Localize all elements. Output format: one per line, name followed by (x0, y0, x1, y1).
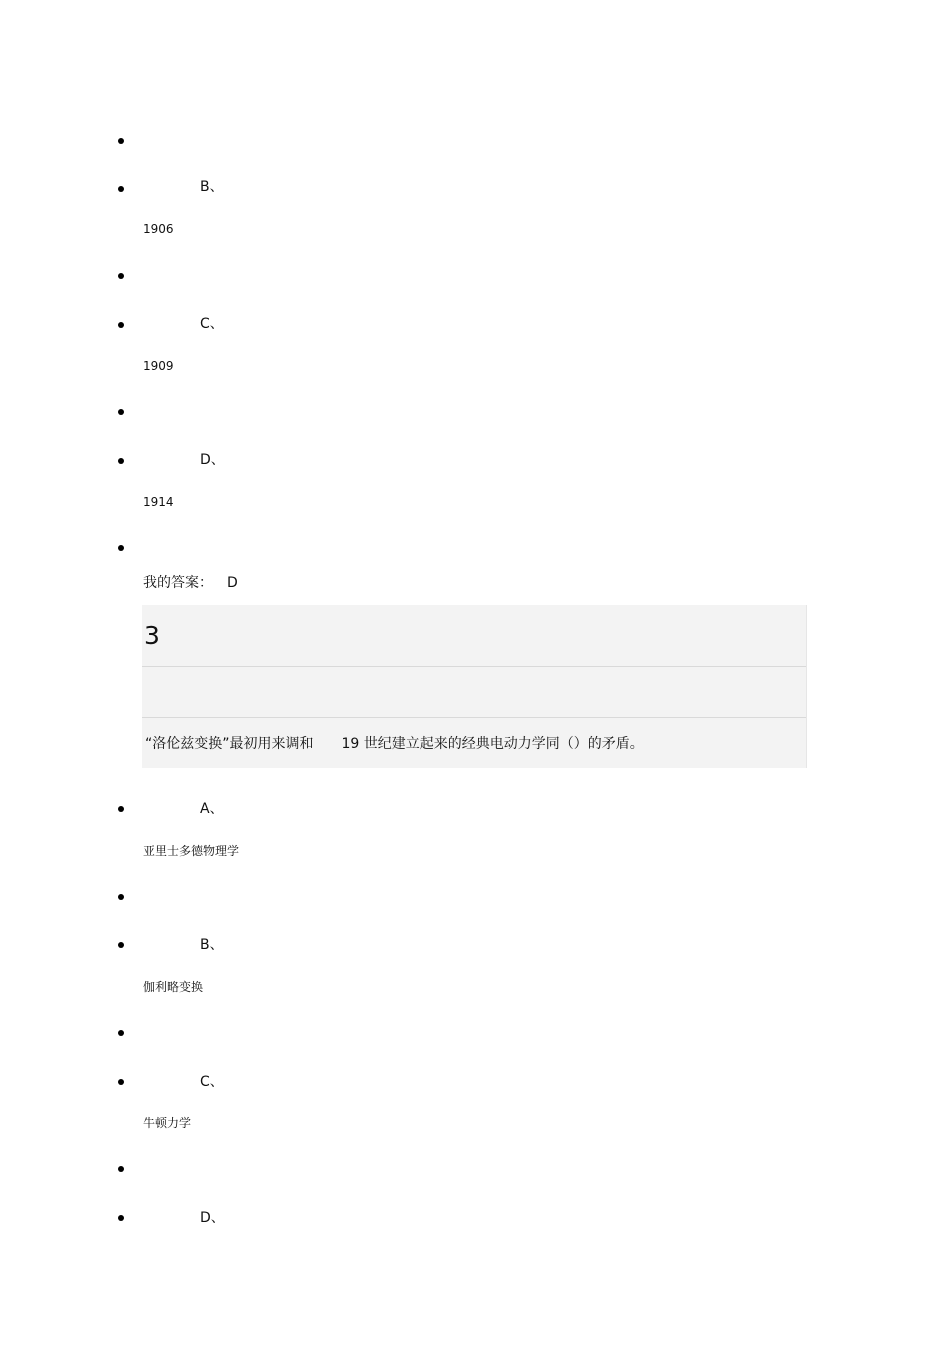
list-bullet (118, 322, 124, 328)
list-bullet (118, 273, 124, 279)
list-bullet (118, 545, 124, 551)
option-b-value: 1906 (143, 222, 174, 236)
option-a-value: 亚里士多德物理学 (143, 844, 240, 858)
my-answer-value: D (227, 575, 238, 591)
question-number-row (142, 605, 806, 667)
option-a-letter[interactable]: A、 (200, 801, 224, 817)
question-box (142, 605, 807, 768)
question-text: “洛伦兹变换”最初用来调和 19 世纪建立起来的经典电动力学同（）的矛盾。 (145, 736, 644, 752)
option-d-letter[interactable]: D、 (200, 452, 225, 468)
option-c-letter[interactable]: C、 (200, 1074, 224, 1090)
option-c-value: 牛顿力学 (143, 1116, 192, 1130)
option-d-value: 1914 (143, 495, 174, 509)
list-bullet (118, 186, 124, 192)
list-bullet (118, 138, 124, 144)
list-bullet (118, 1166, 124, 1172)
list-bullet (118, 894, 124, 900)
option-b-letter[interactable]: B、 (200, 179, 224, 195)
option-c-value: 1909 (143, 359, 174, 373)
option-b-value: 伽利略变换 (143, 980, 204, 994)
question-spacer-row (142, 667, 806, 718)
list-bullet (118, 1030, 124, 1036)
list-bullet (118, 806, 124, 812)
my-answer (143, 574, 238, 592)
list-bullet (118, 409, 124, 415)
option-c-letter[interactable]: C、 (200, 316, 224, 332)
question-text-row (142, 718, 806, 768)
list-bullet (118, 1079, 124, 1085)
list-bullet (118, 942, 124, 948)
option-d-letter[interactable]: D、 (200, 1210, 225, 1226)
question-number: 3 (144, 621, 160, 650)
my-answer-label: 我的答案： (143, 575, 213, 591)
list-bullet (118, 458, 124, 464)
list-bullet (118, 1215, 124, 1221)
option-b-letter[interactable]: B、 (200, 937, 224, 953)
